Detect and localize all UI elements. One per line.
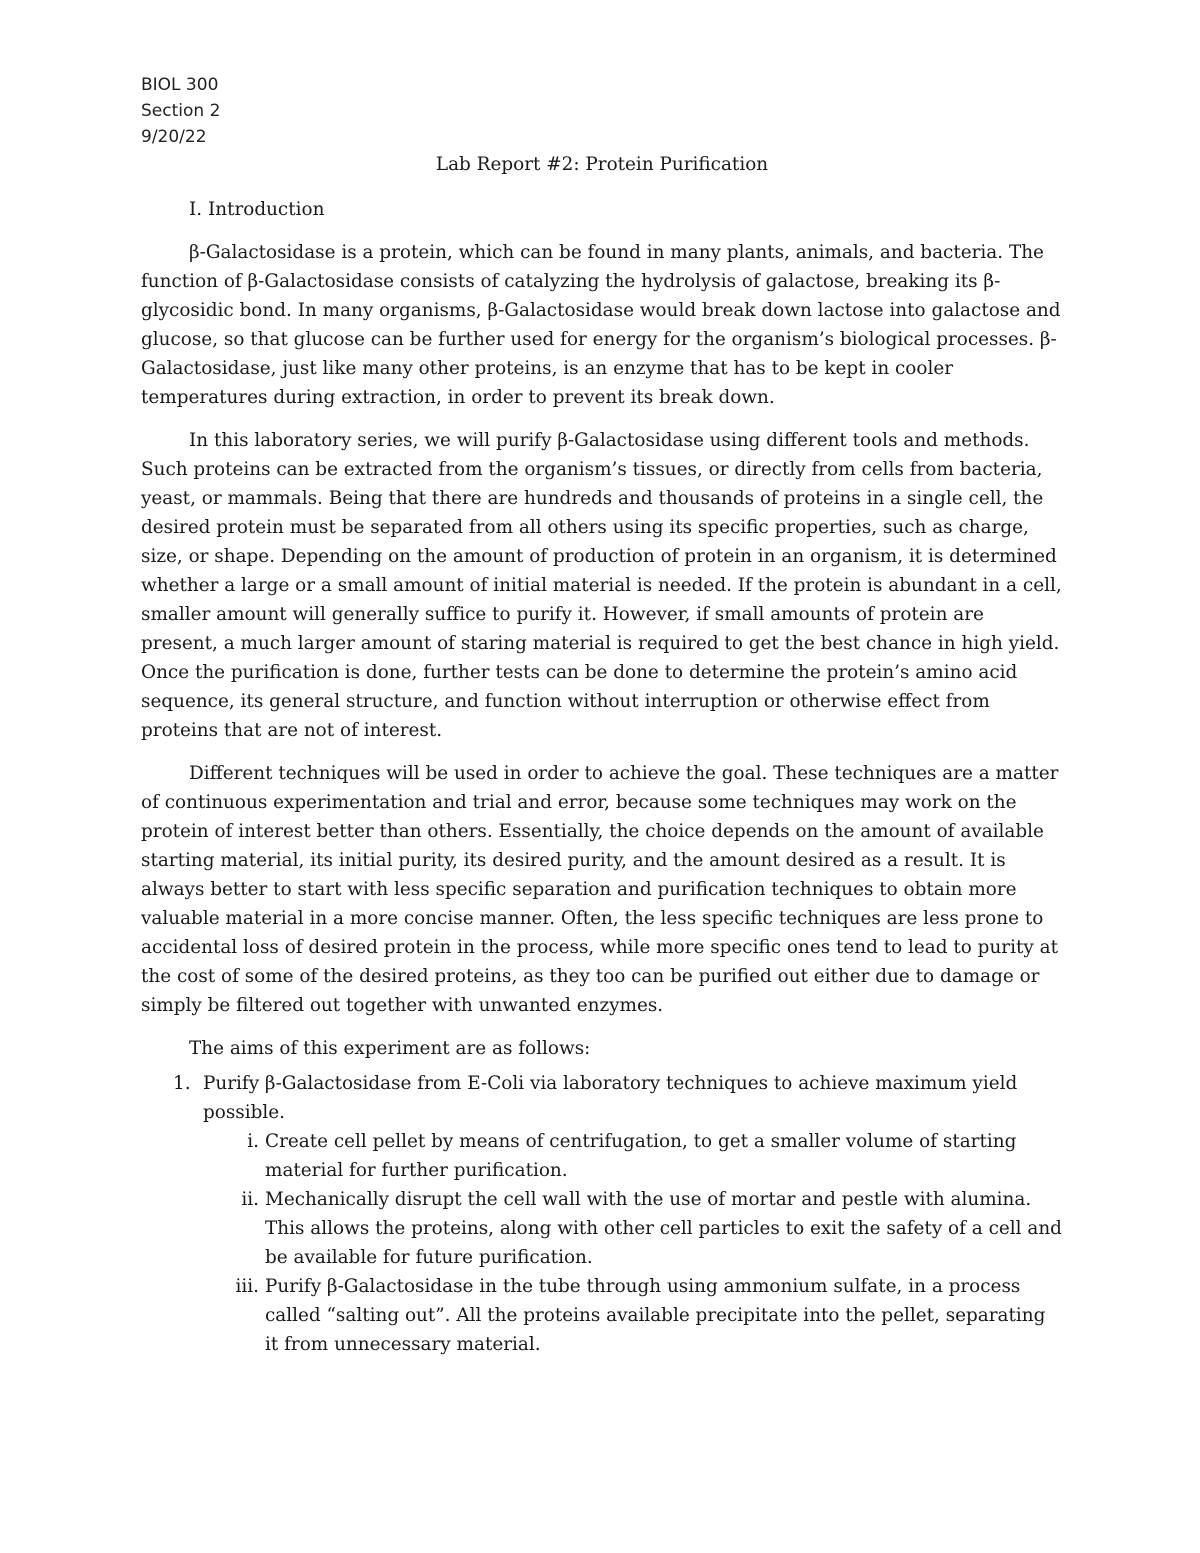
document-header — [141, 72, 220, 150]
subaim-item — [141, 1127, 1063, 1185]
report-title: Lab Report #2: Protein Purification — [435, 154, 769, 175]
paragraph-2: In this laboratory series, we will purify β-Galactosidase using different tools and methods. Such proteins can be extracted from the organism’s tissues, or directly from cells from bacteria, yeast, or mammals. Being that there are hundreds and thousands of proteins in a single cell, the desired protein must be separated from all others using its specific properties, such as charge, size, or shape. Depending on the amount of production of protein in an organism, it is determined whether a large or a small amount of initial material is needed. If the protein is abundant in a cell, smaller amount will generally suffice to purify it. However, if small amounts of protein are present, a much larger amount of staring material is required to get the best chance in high yield. Once the purification is done, further tests can be done to determine the protein’s amino acid sequence, its general structure, and function without interruption or otherwise effect from proteins that are not of interest. — [141, 430, 1062, 741]
subaim-item — [141, 1272, 1063, 1359]
section-heading-introduction: I. Introduction — [189, 199, 325, 220]
aim-item — [141, 1069, 1063, 1359]
subaim-text: Purify β-Galactosidase in the tube through using ammonium sulfate, in a process called “salting out”. All the proteins available precipitate into the pellet, separating it from unnecessary material. — [265, 1276, 1046, 1355]
paragraph-1: β-Galactosidase is a protein, which can be found in many plants, animals, and bacteria. The function of β-Galactosidase consists of catalyzing the hydrolysis of galactose, breaking its β-glycosidic bond. In many organisms, β-Galactosidase would break down lactose into galactose and glucose, so that glucose can be further used for energy for the organism’s biological processes. β-Galactosidase, just like many other proteins, is an enzyme that has to be kept in cooler temperatures during extraction, in order to prevent its break down. — [141, 242, 1061, 408]
aims-intro: The aims of this experiment are as follows: — [189, 1038, 591, 1059]
date-label: 9/20/22 — [141, 127, 207, 147]
subaim-text: Mechanically disrupt the cell wall with the use of mortar and pestle with alumina. This allows the proteins, along with other cell particles to exit the safety of a cell and be available for future purification. — [265, 1189, 1062, 1268]
paragraph-3: Different techniques will be used in order to achieve the goal. These techniques are a matter of continuous experimentation and trial and error, because some techniques may work on the protein of interest better than others. Essentially, the choice depends on the amount of available starting material, its initial purity, its desired purity, and the amount desired as a result. It is always better to start with less specific separation and purification techniques to obtain more valuable material in a more concise manner. Often, the less specific techniques are less prone to accidental loss of desired protein in the process, while more specific ones tend to lead to purity at the cost of some of the desired proteins, as they too can be purified out either due to damage or simply be filtered out together with unwanted enzymes. — [141, 763, 1059, 1016]
aim-number: 1. — [173, 1073, 191, 1094]
course-label: BIOL 300 — [141, 75, 219, 95]
aims-list — [141, 1069, 1063, 1359]
section-label: Section 2 — [141, 101, 221, 121]
subaim-text: Create cell pellet by means of centrifugation, to get a smaller volume of starting material for further purification. — [265, 1131, 1017, 1181]
subaim-number: iii. — [235, 1276, 259, 1297]
aim-text: Purify β-Galactosidase from E-Coli via laboratory techniques to achieve maximum yield possible. — [203, 1073, 1018, 1123]
subaims-list — [203, 1127, 1063, 1359]
subaim-number: ii. — [241, 1189, 259, 1210]
subaim-item — [141, 1185, 1063, 1272]
subaim-number: i. — [247, 1131, 259, 1152]
document-body — [141, 150, 1063, 1359]
